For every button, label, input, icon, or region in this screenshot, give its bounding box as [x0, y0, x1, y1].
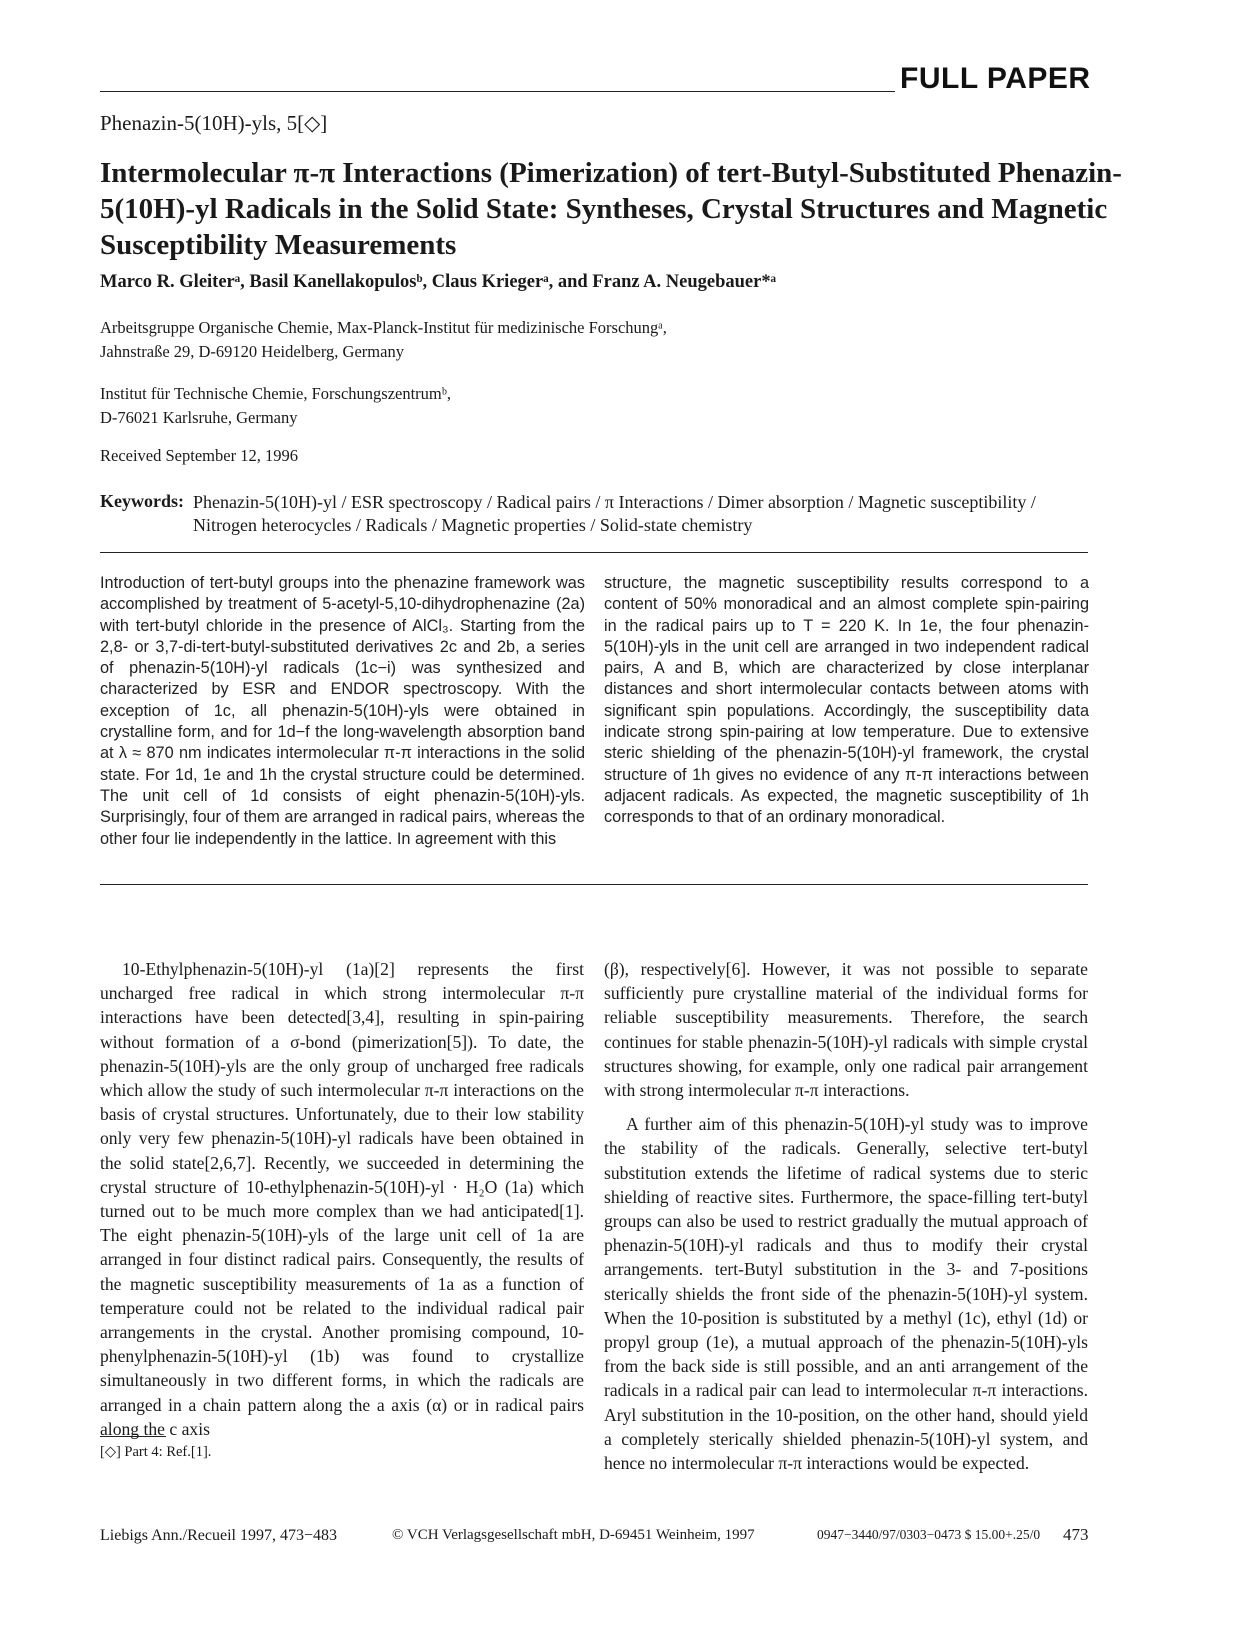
- abstract-right-column: structure, the magnetic susceptibility results correspond to a content of 50% monoradical and an almost complete spin-pairing in the radical pairs up to T = 220 K. In 1e, the four phenazin-5(10H)-yls in the unit cell are arranged in two independent radical pairs, A and B, which are characterized by close interplanar distances and short intermolecular contacts between atoms with significant spin populations. Accordingly, the susceptibility data indicate strong spin-pairing at low temperature. Due to extensive steric shielding of the phenazin-5(10H)-yl framework, the crystal structure of 1h gives no evidence of any π-π interactions between adjacent radicals. As expected, the magnetic susceptibility of 1h corresponds to that of an ordinary monoradical.: [604, 574, 1089, 827]
- paper-title: Intermolecular π-π Interactions (Pimerization) of tert-Butyl-Substituted Phenazin-5(10H)-yl Radicals in the Solid State: Syntheses, Crystal Structures and Magnetic Susceptibility Measurements: [100, 157, 1122, 261]
- received-date: Received September 12, 1996: [100, 446, 298, 465]
- body-right-column: [604, 957, 1088, 1475]
- keywords-label: Keywords:: [100, 491, 184, 511]
- body-paragraph: 10-Ethylphenazin-5(10H)-yl (1a)[2] represents the first uncharged free radical in which strong intermolecular π-π interactions have been detected[3,4], resulting in spin-pairing without formation of a σ-bond (pimerization[5]). To date, the phenazin-5(10H)-yls are the only group of uncharged free radicals which allow the study of such intermolecular π-π interactions on the basis of crystal structures. Unfortunately, due to their low stability only very few phenazin-5(10H)-yl radicals have been obtained in the solid state[2,6,7]. Recently, we succeeded in determining the crystal structure of 10-ethylphenazin-5(10H)-yl · H₂O (1a) which turned out to be much more complex than we had anticipated[1]. The eight phenazin-5(10H)-yls of the large unit cell of 1a are arranged in four distinct radical pairs. Consequently, the results of the magnetic susceptibility measurements of 1a as a function of temperature could not be related to the individual radical pair arrangements in the crystal. Another promising compound, 10-phenylphenazin-5(10H)-yl (1b) was found to crystallize simultaneously in two different forms, in which the radicals are arranged in a chain pattern along the a axis (α) or in radical pairs along the c axis: [100, 959, 584, 1439]
- body-paragraph: A further aim of this phenazin-5(10H)-yl study was to improve the stability of the radicals. Generally, selective tert-butyl substitution extends the lifetime of radical systems due to steric shielding of reactive sites. Furthermore, the space-filling tert-butyl groups can also be used to restrict gradually the mutual approach of phenazin-5(10H)-yl radicals and thus to modify their crystal arrangements. tert-Butyl substitution in the 3- and 7-positions sterically shields the front side of the phenazin-5(10H)-yl system. When the 10-position is substituted by a methyl (1c), ethyl (1d) or propyl group (1e), a mutual approach of the phenazin-5(10H)-yls from the back side is still possible, and an anti arrangement of the radicals in a radical pair can lead to intermolecular π-π interactions. Aryl substitution in the 10-position, on the other hand, should yield a completely sterically shielded phenazin-5(10H)-yl system, and hence no intermolecular π-π interactions would be expected.: [604, 1114, 1088, 1474]
- footnote: [◇] Part 4: Ref.[1].: [100, 1444, 212, 1460]
- affiliation-b-line2: D-76021 Karlsruhe, Germany: [100, 408, 298, 427]
- affiliation-b-line1: Institut für Technische Chemie, Forschungszentrumᵇ,: [100, 384, 451, 403]
- article-code: 0947−3440/97/0303−0473 $ 15.00+.25/0: [817, 1527, 1041, 1542]
- author-list: Marco R. Gleiterᵃ, Basil Kanellakopulosᵇ, Claus Kriegerᵃ, and Franz A. Neugebauer*ᵃ: [100, 272, 777, 292]
- body-paragraph: (β), respectively[6]. However, it was not possible to separate sufficiently pure crystalline material of the individual forms for reliable susceptibility measurements. Therefore, the search continues for stable phenazin-5(10H)-yl radicals with simple crystal structures showing, for example, only one radical pair arrangement with strong intermolecular π-π interactions.: [604, 959, 1088, 1101]
- publisher-line: © VCH Verlagsgesellschaft mbH, D-69451 Weinheim, 1997: [392, 1527, 755, 1543]
- section-label: FULL PAPER: [900, 62, 1091, 95]
- header-rule: [100, 91, 895, 92]
- affiliation-a-line2: Jahnstraße 29, D-69120 Heidelberg, Germany: [100, 342, 404, 361]
- affiliation-a-line1: Arbeitsgruppe Organische Chemie, Max-Planck-Institut für medizinische Forschungᵃ,: [100, 318, 667, 337]
- keywords-text: Phenazin-5(10H)-yl / ESR spectroscopy / Radical pairs / π Interactions / Dimer absorption / Magnetic susceptibility / Nitrogen heterocycles / Radicals / Magnetic properties / Solid-state chemistry: [193, 492, 1036, 535]
- journal-citation: Liebigs Ann./Recueil 1997, 473−483: [100, 1527, 337, 1544]
- affiliation-b: [100, 382, 451, 430]
- body-left-column: [100, 957, 584, 1441]
- abstract-top-rule: [100, 552, 1088, 553]
- series-label: Phenazin-5(10H)-yls, 5[◇]: [100, 111, 328, 135]
- abstract-left-column: Introduction of tert-butyl groups into the phenazine framework was accomplished by treatment of 5-acetyl-5,10-dihydrophenazine (2a) with tert-butyl chloride in the presence of AlCl₃. Starting from the 2,8- or 3,7-di-tert-butyl-substituted derivatives 2c and 2b, a series of phenazin-5(10H)-yl radicals (1c−i) was synthesized and characterized by ESR and ENDOR spectroscopy. With the exception of 1c, all phenazin-5(10H)-yls were obtained in crystalline form, and for 1d−f the long-wavelength absorption band at λ ≈ 870 nm indicates intermolecular π-π interactions in the solid state. For 1d, 1e and 1h the crystal structure could be determined. The unit cell of 1d consists of eight phenazin-5(10H)-yls. Surprisingly, four of them are arranged in radical pairs, whereas the other four lie independently in the lattice. In agreement with this: [100, 574, 585, 848]
- abstract-bottom-rule: [100, 884, 1088, 885]
- affiliation-a: [100, 316, 667, 364]
- footnote-rule: [100, 1436, 166, 1437]
- page-number: 473: [1063, 1525, 1089, 1544]
